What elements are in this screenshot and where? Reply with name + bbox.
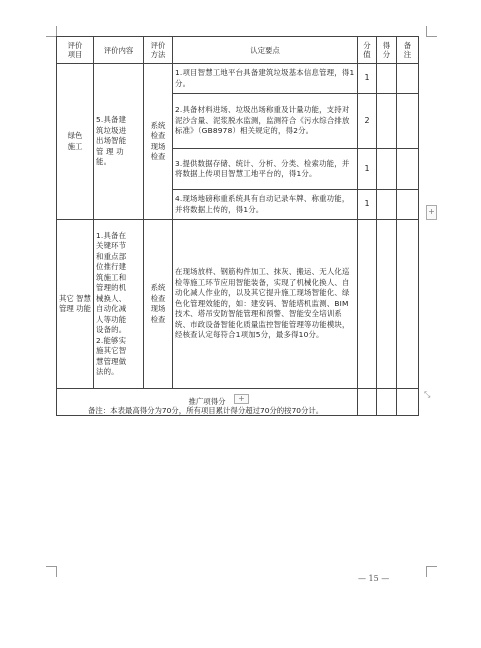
green-remark-1[interactable] bbox=[397, 64, 419, 94]
table-row bbox=[57, 220, 419, 389]
promotion-score-label: 推广项得分 bbox=[57, 389, 358, 416]
crop-mark-bottom-right bbox=[426, 566, 437, 577]
green-score-3: 1 bbox=[358, 149, 377, 190]
evaluation-table bbox=[56, 36, 419, 416]
add-row-button[interactable]: + bbox=[234, 394, 249, 404]
green-score-4: 1 bbox=[358, 190, 377, 220]
green-point-2: 2.具备材料进场、垃圾出场称重及计量功能，支持对泥沙含量、泥浆脱水监测，监测符合《污水综合排放标准》（GB8978）相关规定的，得2分。 bbox=[173, 94, 358, 149]
header-points: 认定要点 bbox=[173, 37, 358, 64]
promotion-score-remark[interactable] bbox=[397, 389, 419, 416]
green-got-4[interactable] bbox=[377, 190, 397, 220]
other-point: 在现场放样、钢筋构件加工、抹灰、搬运、无人化巡检等施工环节应用智能装备，实现了机械化换人、自动化减人作业的，以及其它提升施工现场智能化、绿色化管理效能的，如：建安码、智能塔机监测、BIM技术、塔吊安防智能管理和预警、智能安全培训系统、市政设备智能化质量监控智能管理等功能模块，经核查认定每符合1项加5分，最多得10分。 bbox=[173, 220, 358, 389]
green-point-1: 1.项目智慧工地平台具备建筑垃圾基本信息管理，得1分。 bbox=[173, 64, 358, 94]
crop-mark-top-right bbox=[426, 26, 437, 37]
green-remark-4[interactable] bbox=[397, 190, 419, 220]
promotion-score-got[interactable] bbox=[377, 389, 397, 416]
green-got-3[interactable] bbox=[377, 149, 397, 190]
green-item-cell: 绿色 施工 bbox=[57, 64, 94, 220]
promotion-score-value[interactable] bbox=[358, 389, 377, 416]
other-score[interactable] bbox=[358, 220, 377, 389]
green-got-2[interactable] bbox=[377, 94, 397, 149]
table-note: 备注：本表最高得分为70分，所有项目累计得分超过70分的按70分计。 bbox=[88, 406, 324, 415]
header-content: 评价内容 bbox=[94, 37, 144, 64]
green-point-3: 3.提供数据存储、统计、分析、分类、检索功能，并将数据上传项目智慧工地平台的，得1分。 bbox=[173, 149, 358, 190]
green-score-1: 1 bbox=[358, 64, 377, 94]
header-method: 评价 方法 bbox=[144, 37, 173, 64]
add-column-button[interactable]: + bbox=[426, 205, 437, 220]
table-header-row bbox=[57, 37, 419, 64]
header-item: 评价 项目 bbox=[57, 37, 94, 64]
resize-handle-icon[interactable]: ⤡ bbox=[424, 390, 431, 399]
page-number: — 15 — bbox=[358, 574, 390, 583]
green-remark-3[interactable] bbox=[397, 149, 419, 190]
other-method-cell: 系统 检查 现场 检查 bbox=[144, 220, 173, 389]
green-point-4: 4.现场地磅称重系统具有自动记录车牌、称重功能，并将数据上传的，得1分。 bbox=[173, 190, 358, 220]
other-remark[interactable] bbox=[397, 220, 419, 389]
header-remark: 备 注 bbox=[397, 37, 419, 64]
other-got[interactable] bbox=[377, 220, 397, 389]
green-method-cell: 系统 检查 现场 检查 bbox=[144, 64, 173, 220]
green-remark-2[interactable] bbox=[397, 94, 419, 149]
other-item-cell: 其它 智慧 管理 功能 bbox=[57, 220, 94, 389]
green-got-1[interactable] bbox=[377, 64, 397, 94]
table-row bbox=[57, 64, 419, 94]
other-content-cell: 1.具备在 关键环节 和重点部 位推行建 筑施工和 管理的机 械换人、 自动化减 人等功能 设备的。 2.能够实 施其它智 慧管理做 法的。 bbox=[94, 220, 144, 389]
header-score-got: 得 分 bbox=[377, 37, 397, 64]
header-score-value: 分 值 bbox=[358, 37, 377, 64]
crop-mark-bottom-left bbox=[46, 566, 57, 577]
green-content-cell: 5.具备建 筑垃圾进 出场智能 管 理 功 能。 bbox=[94, 64, 144, 220]
green-score-2: 2 bbox=[358, 94, 377, 149]
